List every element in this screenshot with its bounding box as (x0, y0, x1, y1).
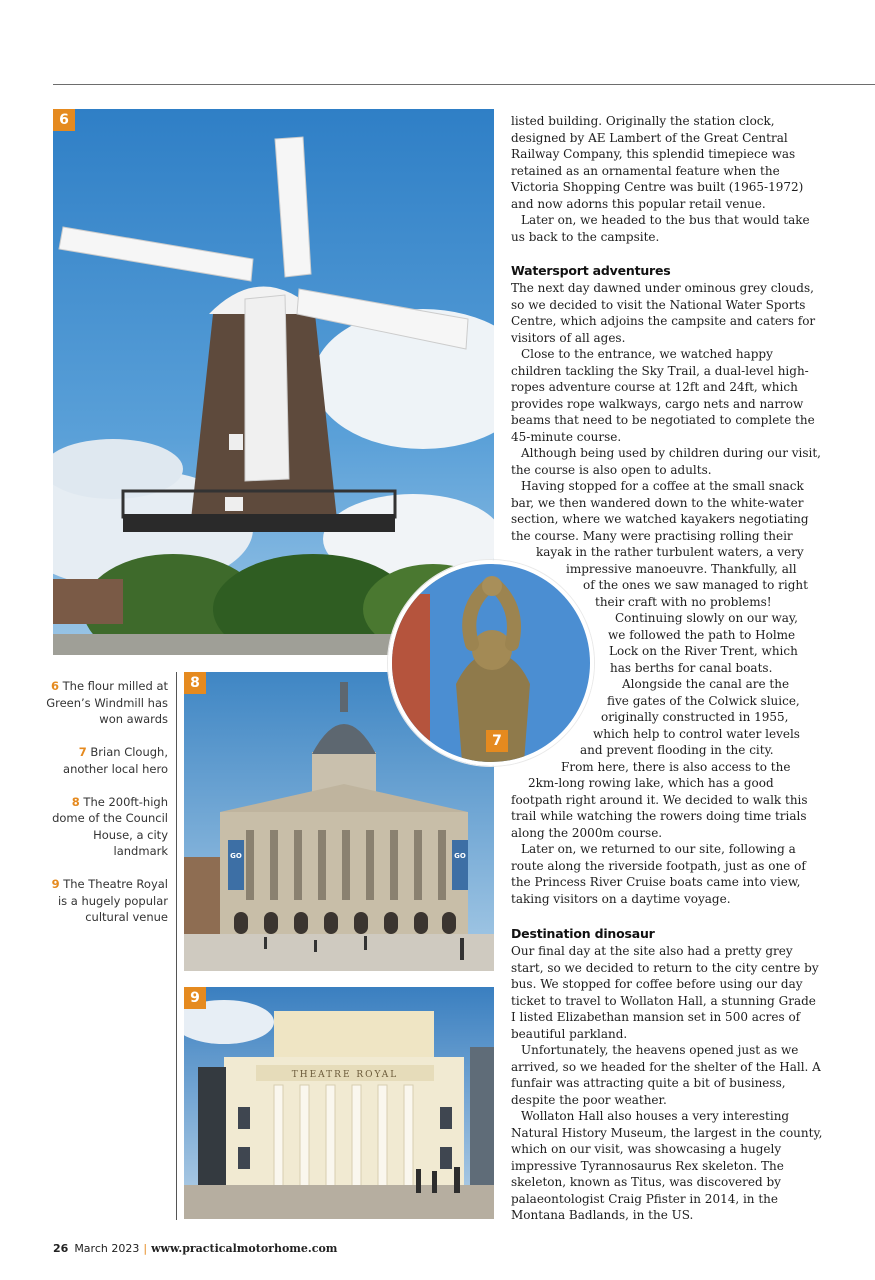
paragraph: Having stopped for a coffee at the small snack bar, we then wandered down to the white-water section, where we watched kayakers negotiating the course. Many were practising rolling their (511, 479, 809, 543)
wrapped-line: Lock on the River Trent, which (609, 644, 798, 658)
photo-number-badge: 6 (53, 109, 75, 131)
wrapped-line: Alongside the canal are the (622, 677, 790, 691)
wrapped-line: Continuing slowly on our way, (615, 611, 798, 625)
banner-text: GO (230, 852, 242, 860)
article-intro (511, 113, 823, 245)
page-footer (53, 1242, 337, 1255)
paragraph: Later on, we headed to the bus that would take us back to the campsite. (511, 213, 810, 244)
paragraph: Close to the entrance, we watched happy children tackling the Sky Trail, a dual-level high-ropes adventure course at 12ft and 24ft, which provides rope walkways, cargo nets and narrow beams that need to be negotiated to complete the 45-minute course. (511, 347, 815, 444)
wrapped-line: 2km-long rowing lake, which has a good (528, 776, 774, 790)
wrapped-line: impressive manoeuvre. Thankfully, all (566, 561, 797, 576)
article-dinosaur (511, 925, 823, 1224)
paragraph: footpath right around it. We decided to walk this trail while watching the rowers doing time trials along the 2000m course. (511, 792, 808, 840)
wrapped-line: five gates of the Colwick sluice, (607, 693, 800, 708)
photo-captions (40, 678, 168, 942)
page-number: 26 (53, 1242, 69, 1255)
caption-divider (176, 672, 177, 1220)
paragraph: The next day dawned under ominous grey clouds, so we decided to visit the National Water Sports Centre, which adjoins the campsite and caters for visitors of all ages. (511, 281, 816, 345)
paragraph: Although being used by children during our visit, the course is also open to adults. (511, 446, 821, 477)
paragraph: listed building. Originally the station clock, designed by AE Lambert of the Great Central Railway Company, this splendid timepiece was retained as an ornamental feature when the Victoria Shopping Centre was built (1965-1972) and now adorns this popular retail venue. (511, 114, 804, 211)
paragraph: Wollaton Hall also houses a very interesting Natural History Museum, the largest in the county, which on our visit, was showcasing a hugely impressive Tyrannosaurus Rex skeleton. The skeleton, known as Titus, was discovered by palaeontologist Craig Pfister in 2014, in the Montana Badlands, in the US. (511, 1109, 823, 1222)
photo-number-badge: 8 (184, 672, 206, 694)
section-heading: Watersport adventures (511, 263, 671, 278)
caption-7: 7 Brian Clough, another local hero (63, 745, 168, 776)
wrapped-line: From here, there is also access to the (561, 759, 791, 774)
statue-photo (388, 560, 594, 766)
website-link[interactable]: www.practicalmotorhome.com (151, 1242, 338, 1255)
paragraph: Our final day at the site also had a pretty grey start, so we decided to return to the city centre by bus. We stopped for coffee before using our day ticket to travel to Wollaton Hall, a stunning Grade I listed Elizabethan mansion set in 500 acres of beautiful parkland. (511, 944, 819, 1041)
top-rule (53, 84, 875, 85)
footer-separator: | (143, 1242, 148, 1255)
paragraph: Later on, we returned to our site, following a route along the riverside footpath, just as one of the Princess River Cruise boats came into view, taking visitors on a daytime voyage. (511, 842, 806, 906)
banner-text: GO (454, 852, 466, 860)
wrapped-line: has berths for canal boats. (610, 660, 773, 675)
wrapped-line: we followed the path to Holme (608, 627, 796, 642)
section-heading: Destination dinosaur (511, 926, 655, 941)
theatre-royal-illustration (184, 987, 494, 1219)
theatre-sign-text: THEATRE ROYAL (291, 1070, 399, 1080)
photo-number-badge: 9 (184, 987, 206, 1009)
wrapped-line: kayak in the rather turbulent waters, a very (536, 545, 804, 559)
windmill-photo (53, 109, 494, 655)
wrapped-line: originally constructed in 1955, (601, 710, 789, 724)
issue-date: March 2023 (74, 1242, 140, 1255)
caption-8: 8 The 200ft-high dome of the Council House, a city landmark (52, 794, 168, 858)
caption-6: 6 The flour milled at Green’s Windmill has won awards (46, 679, 168, 726)
photo-number-badge: 7 (486, 730, 508, 752)
caption-9: 9 The Theatre Royal is a hugely popular cultural venue (51, 877, 168, 924)
theatre-royal-photo (184, 987, 494, 1219)
wrapped-line: of the ones we saw managed to right (583, 578, 808, 592)
windmill-illustration (53, 109, 494, 655)
wrapped-line: which help to control water levels (593, 726, 800, 741)
wrapped-line: and prevent flooding in the city. (580, 743, 774, 757)
wrapped-line: their craft with no problems! (595, 594, 772, 609)
paragraph: Unfortunately, the heavens opened just as we arrived, so we headed for the shelter of the Hall. A funfair was attracting quite a bit of business, despite the poor weather. (511, 1043, 821, 1107)
